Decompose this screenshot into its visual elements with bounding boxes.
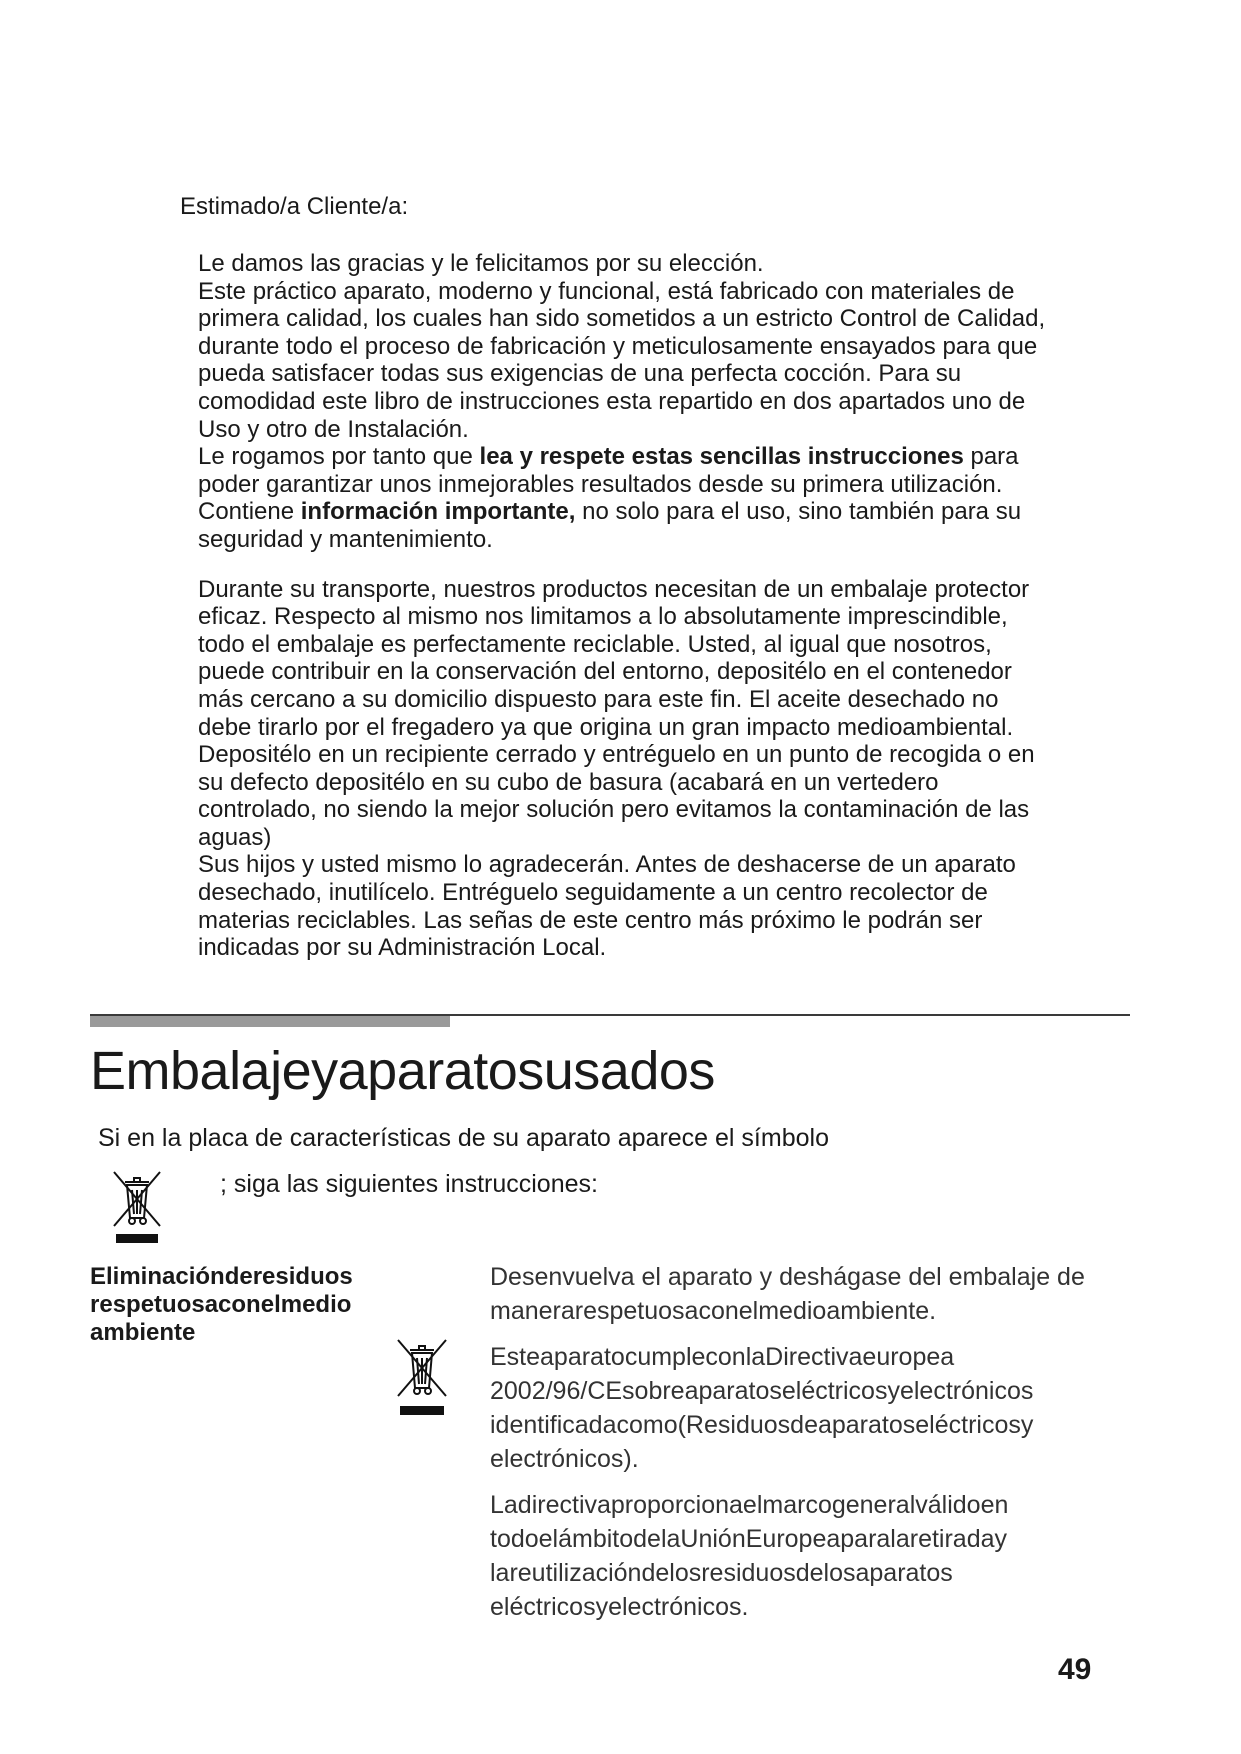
- request-suffix: no solo para el uso, sino también para su seguridad y mantenimiento.: [198, 498, 1022, 553]
- framework-paragraph: Ladirectivaproporcionaelmarcogeneralválidoen todoelámbitodelaUniónEuropeaparalaretiraday lareutilizacióndelosresiduosdelosaparatos eléctricosyelectrónicos.: [490, 1491, 1009, 1621]
- children-text: Sus hijos y usted mismo lo agradecerán. Antes de deshacerse de un aparato desechado, inutilícelo. Entréguelo seguidamente a un centro recolector de materias reciclables. Las señas de este centro más próximo le podrán ser indicadas por su Administración Local.: [198, 851, 1016, 962]
- symbol-instruction-text: ; siga las siguientes instrucciones:: [220, 1170, 598, 1198]
- paragraph-spacer: [198, 554, 1058, 576]
- request-prefix: Le rogamos por tanto que: [198, 443, 480, 471]
- quality-text: Este práctico aparato, moderno y funcional, está fabricado con materiales de primera calidad, los cuales han sido sometidos a un estricto Control de Calidad, durante todo el proceso de fabricación y meticulosamente ensayados para que pueda satisfacer todas sus exigencias de una perfecta cocción. Para su comodidad este libro de instrucciones esta repartido en dos apartados uno de Uso y otro de Instalación.: [198, 277, 1046, 443]
- directive-paragraph: EsteaparatocumpleconlaDirectivaeuropea 2002/96/CEsobreaparatoseléctricosyelectrónicos identificadacomo(Residuosdeaparatoseléctricosy electrónicos).: [490, 1343, 1034, 1473]
- info-bold-text: información importante,: [300, 498, 576, 526]
- page-number: 49: [1058, 1653, 1092, 1686]
- thanks-text: Le damos las gracias y le felicitamos por su elección.: [198, 250, 764, 277]
- unwrap-paragraph: Desenvuelva el aparato y deshágase del embalaje de manerarespetuosaconelmedioambiente.: [490, 1263, 1085, 1325]
- thanks-paragraph: [198, 250, 1058, 554]
- symbol-intro-text: Si en la placa de características de su aparato aparece el símbolo: [98, 1124, 829, 1152]
- request-middle: para poder garantizar unos inmejorables resultados desde su primera utilización. Contiene: [198, 443, 1019, 526]
- intro-text-block: [198, 250, 1058, 962]
- crossed-out-wheelie-bin-icon: [394, 1336, 450, 1418]
- request-bold-text: lea y respete estas sencillas instrucciones: [479, 443, 964, 471]
- section-divider-accent: [90, 1016, 450, 1027]
- disposal-heading: Eliminaciónderesiduos respetuosaconelmedio ambiente: [90, 1263, 353, 1346]
- section-title: Embalajeyaparatosusados: [90, 1041, 715, 1101]
- greeting: Estimado/a Cliente/a:: [180, 193, 409, 220]
- crossed-out-wheelie-bin-icon: [110, 1168, 164, 1246]
- transport-text: Durante su transporte, nuestros productos necesitan de un embalaje protector eficaz. Respecto al mismo nos limitamos a lo absolutamente imprescindible, todo el embalaje es perfectamente reciclable. Usted, al igual que nosotros, puede contribuir en la conservación del entorno, depositélo en el contenedor más cercano a su domicilio dispuesto para este fin. El aceite desechado no debe tirarlo por el fregadero ya que origina un gran impacto medioambiental. Depositélo en un recipiente cerrado y entréguelo en un punto de recogida o en su defecto depositélo en su cubo de basura (acabará en un vertedero controlado, no siendo la mejor solución pero evitamos la contaminación de las aguas): [198, 575, 1035, 851]
- disposal-instructions: [490, 1260, 1150, 1636]
- transport-paragraph: [198, 576, 1058, 962]
